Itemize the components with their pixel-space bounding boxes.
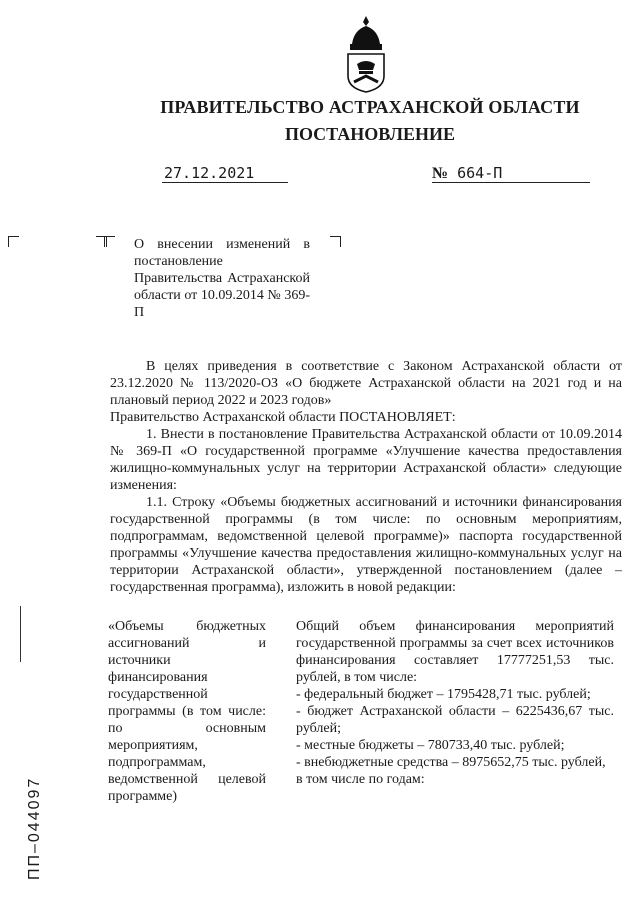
body-paragraph-decree: Правительство Астраханской области ПОСТАНОВЛЯЕТ:: [110, 410, 456, 425]
document-number-line: [432, 164, 590, 183]
bracket-corner-top-right-2: [330, 236, 341, 247]
document-subject: О внесении изменений в постановление Правительства Астраханской области от 10.09.2014 № 369-П: [134, 237, 310, 320]
financing-federal: - федеральный бюджет – 1795428,71 тыс. рублей;: [296, 687, 591, 702]
form-serial-number: ПП–044097: [26, 776, 43, 880]
body-paragraph-item-1: 1. Внести в постановление Правительства Астраханской области от 10.09.2014 № 369-П «О государственной программе «Улучшение качества предоставления жилищно-коммунальных услуг на территории Астраханской области» следующие изменения:: [110, 427, 622, 493]
table-left-cell: «Объемы бюджетных ассигнований и источники финансирования государственной программы (в том числе: по основным мероприятиям, подпрограммам, ведомственной целевой программе): [108, 619, 266, 804]
body-paragraph-preamble: В целях приведения в соответствие с Законом Астраханской области от 23.12.2020 № 113/2020-ОЗ «О бюджете Астраханской области на 2021 год и на плановый период 2022 и 2023 годов»: [110, 359, 622, 408]
table-right-cell: [296, 618, 614, 788]
financing-total: Общий объем финансирования мероприятий государственной программы за счет всех источников финансирования составляет 17777251,53 тыс. рублей, в том числе:: [296, 619, 614, 685]
financing-by-years: в том числе по годам:: [296, 772, 425, 787]
body-paragraph-item-1-1: 1.1. Строку «Объемы бюджетных ассигнований и источники финансирования государственной программы (в том числе: по основным мероприятиям, подпрограммам, ведомственной целевой программе)» паспорта государственной программы «Улучшение качества предоставления жилищно-коммунальных услуг на территории Астраханской области», утвержденной постановлением (далее – государственная программа), изложить в новой редакции:: [110, 495, 622, 595]
financing-local: - местные бюджеты – 780733,40 тыс. рублей;: [296, 738, 565, 753]
financing-regional: - бюджет Астраханской области – 6225436,67 тыс. рублей;: [296, 704, 614, 736]
document-date: 27.12.2021: [162, 164, 288, 183]
bracket-corner-top-left: [8, 236, 19, 247]
bracket-corner-top-left-2: [104, 236, 115, 247]
financing-extrabudgetary: - внебюджетные средства – 8975652,75 тыс. рублей,: [296, 755, 606, 770]
number-sign: №: [432, 165, 449, 182]
coat-of-arms-icon: [344, 14, 388, 94]
org-title: ПРАВИТЕЛЬСТВО АСТРАХАНСКОЙ ОБЛАСТИ: [160, 97, 580, 117]
side-mark-bar: [20, 606, 21, 662]
document-body: [110, 358, 622, 596]
document-number: 664-П: [457, 164, 503, 182]
doc-type-title: ПОСТАНОВЛЕНИЕ: [284, 124, 456, 144]
